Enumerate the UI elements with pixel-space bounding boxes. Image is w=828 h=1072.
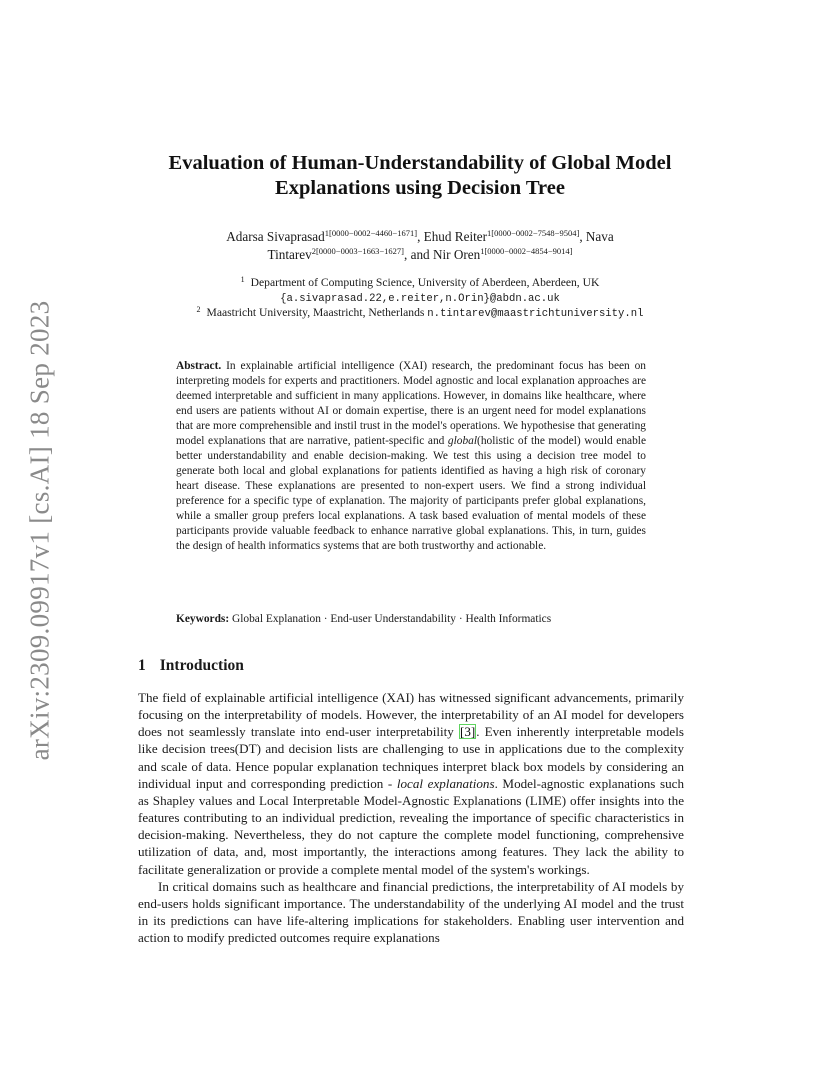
abstract-text-part-2: (holistic of the model) would enable better understandability and enable decision-making. We test this using a decision tree model to generate both local and global explanations for patients identified as having a high risk of coronary heart disease. These explanations are presented to non-expert users. We find a strong individual preference for a specific type of explanation. The majority of participants prefer global explanations, while a smaller group prefers local explanations. A task based evaluation of mental models of these participants provide valuable feedback to enhance narrative global explanations. This, in turn, guides the design of health informatics systems that are both trustworthy and actionable.	[176, 435, 647, 552]
affiliation-2-email: n.tintarev@maastrichtuniversity.nl	[427, 308, 644, 320]
intro-p1-part-b: . Even inherently interpretable models like decision trees(DT) and decision lists are challenging to use in applications due to the complexity and scale of data. Hence popular explanation techniques interpret black box models by considering an individual input and corresponding prediction -	[138, 724, 684, 791]
author-4-orcid: 1[0000−0002−4854−9014]	[480, 246, 573, 256]
arxiv-identifier-text: arXiv:2309.09917v1 [cs.AI] 18 Sep 2023	[24, 300, 55, 760]
affiliation-1-text: Department of Computing Science, University of Aberdeen, Aberdeen, UK	[250, 276, 600, 289]
intro-p1-part-a: The field of explainable artificial intelligence (XAI) has witnessed significant advancements, primarily focusing on the interpretability of models. However, the interpretability of an AI model for developers does not seamlessly translate into end-user interpretability	[138, 690, 684, 740]
author-2-name: , Ehud Reiter	[417, 229, 488, 244]
introduction-body	[138, 689, 684, 946]
section-number: 1	[138, 657, 146, 674]
paper-title	[100, 151, 740, 201]
author-list	[140, 228, 700, 264]
keywords-label: Keywords:	[176, 613, 230, 625]
author-1-orcid: 1[0000−0002−4460−1671]	[324, 228, 418, 238]
author-1-name: Adarsa Sivaprasad	[226, 229, 325, 244]
author-3-name-cont: Tintarev	[267, 247, 312, 262]
abstract	[176, 359, 646, 554]
affiliation-2-marker: 2	[196, 305, 201, 314]
keywords	[176, 612, 656, 627]
arxiv-identifier-stamp	[20, 295, 60, 765]
intro-p1-italic: local explanations	[396, 775, 495, 791]
intro-paragraph-2: In critical domains such as healthcare and financial predictions, the interpretability of AI models by end-users holds significant importance. The understandability of the underlying AI model and the trust in its predictions can have life-altering implications for stakeholders. Enabling user intervention and action to modify predicted outcomes require explanations	[138, 878, 684, 946]
title-line-1: Evaluation of Human-Understandability of Global Model	[168, 152, 672, 174]
citation-link[interactable]: [3]	[459, 724, 476, 740]
intro-p1-part-c: . Model-agnostic explanations such as Shapley values and Local Interpretable Model-Agnostic Explanations (LIME) offer insights into the features contributing to an individual prediction, revealing the importance of specific characteristics in decision-making. Nevertheless, they do not capture the complete model functioning, comprehensive utilization of data, and, most importantly, the interactions among features. They lack the ability to facilitate generalization or provide a complete mental model of the system's workings.	[138, 775, 684, 877]
affiliation-2	[110, 305, 730, 322]
abstract-global-word: global	[447, 435, 478, 447]
affiliation-1-marker: 1	[240, 275, 245, 284]
affiliation-2-text: Maastricht University, Maastricht, Netherlands	[206, 306, 425, 319]
author-2-orcid: 1[0000−0002−7548−9504]	[487, 228, 580, 238]
affiliation-1-email: {a.sivaprasad.22,e.reiter,n.Orin}@abdn.ac.uk	[280, 293, 560, 305]
author-3-orcid: 2[0000−0003−1663−1627]	[311, 246, 405, 256]
section-title: Introduction	[159, 657, 244, 674]
abstract-text-part-1: In explainable artificial intelligence (XAI) research, the predominant focus has been on interpreting models for experts and practitioners. Model agnostic and local explanation approaches are deemed interpretable and sufficient in many applications. However, in domains like healthcare, where end users are patients without AI or domain expertise, there is an urgent need for model explanations that are more comprehensible and instil trust in the model's operations. We hypothesise that generating model explanations that are narrative, patient-specific and	[176, 360, 646, 447]
abstract-label: Abstract.	[176, 360, 222, 372]
intro-paragraph-1	[138, 689, 684, 878]
author-4-name: , and Nir Oren	[404, 247, 481, 262]
title-line-2: Explanations using Decision Tree	[275, 177, 565, 199]
section-heading-introduction	[138, 656, 244, 676]
keywords-text: Global Explanation · End-user Understandability · Health Informatics	[232, 613, 552, 625]
affiliation-1	[110, 275, 730, 291]
author-3-name: , Nava	[579, 229, 614, 244]
